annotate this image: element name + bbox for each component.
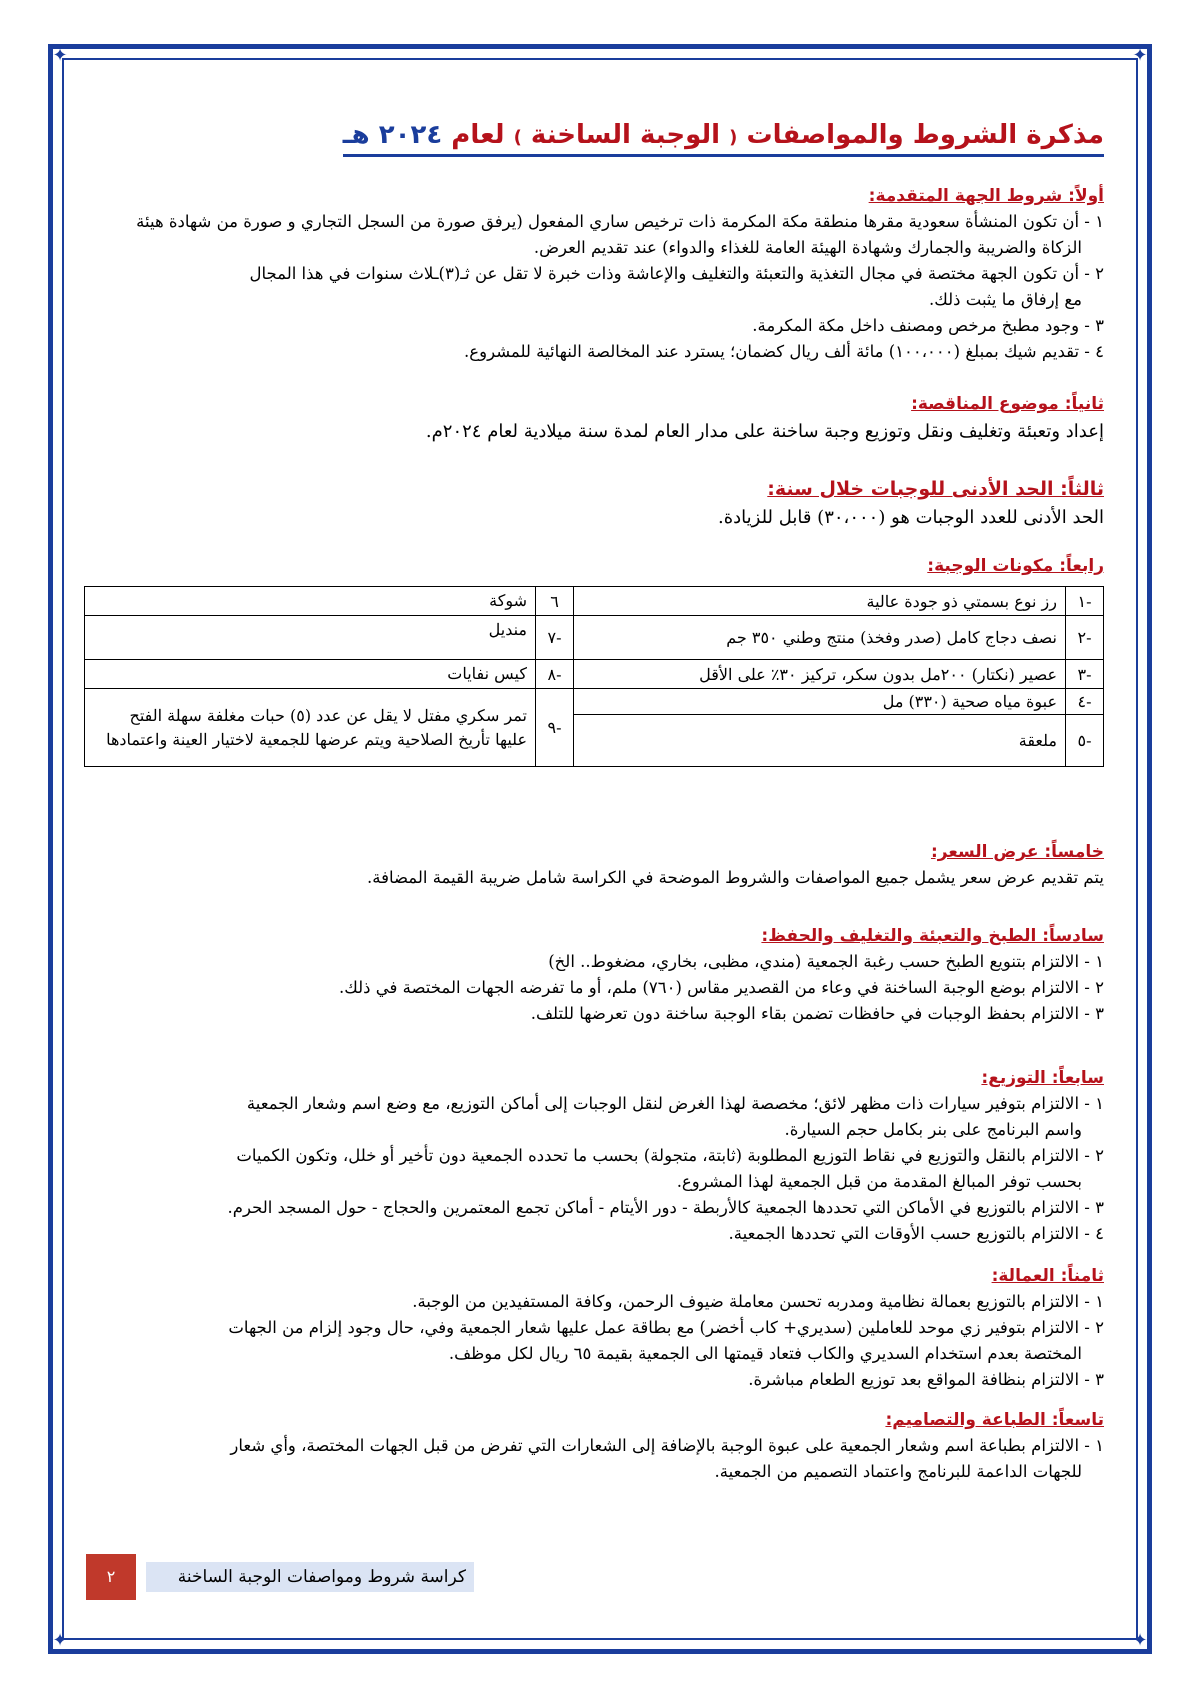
- list-item-line: ١ - الالتزام بطباعة اسم وشعار الجمعية على عبوة الوجبة بالإضافة إلى الشعارات التي تفرض من قبل الجهات المختصة، وأي شعار: [230, 1436, 1104, 1455]
- page-footer: [86, 1554, 476, 1600]
- title-highlight: الوجبة الساخنة: [530, 120, 721, 150]
- corner-ornament-icon: ✦: [1132, 45, 1148, 66]
- section-heading: خامساً: عرض السعر:: [930, 842, 1104, 862]
- footer-label: كراسة شروط ومواصفات الوجبة الساخنة: [146, 1562, 474, 1592]
- section-heading: تاسعاً: الطباعة والتصاميم:: [885, 1410, 1104, 1430]
- table-cell: -٤: [1066, 689, 1104, 715]
- table-row: [85, 587, 1104, 616]
- table-cell: عبوة مياه صحية (٣٣٠) مل: [574, 689, 1066, 715]
- section-price-offer: [84, 842, 1104, 891]
- list-item-line: ١ - الالتزام بتنويع الطبخ حسب رغبة الجمعية (مندي، مظبى، بخاري، مضغوط.. الخ): [548, 952, 1104, 971]
- list-item-line: ١ - أن تكون المنشأة سعودية مقرها منطقة مكة المكرمة ذات ترخيص ساري المفعول (يرفق صورة من السجل التجاري و صورة من شهادة هيئة: [136, 212, 1104, 231]
- section-tender-subject: [84, 394, 1104, 447]
- page-number: ٢: [86, 1554, 136, 1600]
- table-cell: رز نوع بسمتي ذو جودة عالية: [574, 587, 1066, 616]
- table-cell: تمر سكري مفتل لا يقل عن عدد (٥) حبات مغلفة سهلة الفتح عليها تأريخ الصلاحية ويتم عرضها للجمعية لاختيار العينة واعتمادها: [85, 689, 536, 767]
- section-text: يتم تقديم عرض سعر يشمل جميع المواصفات والشروط الموضحة في الكراسة شامل ضريبة القيمة المضافة.: [366, 868, 1104, 887]
- list-item-line: بحسب توفر المبالغ المقدمة من قبل الجمعية لهذا المشروع.: [676, 1172, 1082, 1191]
- section-heading: أولاً: شروط الجهة المتقدمة:: [868, 186, 1104, 206]
- section-heading: ثانياً: موضوع المناقصة:: [911, 394, 1104, 414]
- list-item-line: مع إرفاق ما يثبت ذلك.: [928, 290, 1082, 309]
- table-cell: منديل: [85, 616, 536, 660]
- list-item-line: للجهات الداعمة للبرنامج واعتماد التصميم من الجمعية.: [714, 1462, 1082, 1481]
- section-printing-design: [84, 1410, 1104, 1485]
- list-item-line: ٣ - الالتزام بالتوزيع في الأماكن التي تحددها الجمعية كالأربطة - دور الأيتام - أماكن تجمع المعتمرين والحجاج - حول المسجد الحرم.: [227, 1198, 1104, 1217]
- list-item-line: ١ - الالتزام بالتوزيع بعمالة نظامية ومدربه تحسن معاملة ضيوف الرحمن، وكافة المستفيدين من الوجبة.: [412, 1292, 1104, 1311]
- section-heading: سادساً: الطبخ والتعبئة والتغليف والحفظ:: [761, 926, 1104, 946]
- corner-ornament-icon: ✦: [52, 45, 68, 66]
- corner-ornament-icon: ✦: [1132, 1630, 1148, 1651]
- table-cell: عصير (نكتار) ٢٠٠مل بدون سكر، تركيز ٣٠٪ على الأقل: [574, 660, 1066, 689]
- section-meal-components: [84, 556, 1104, 579]
- table-row: [85, 689, 1104, 715]
- section-labor: [84, 1266, 1104, 1393]
- table-cell: -٣: [1066, 660, 1104, 689]
- list-item-line: الزكاة والضريبة والجمارك وشهادة الهيئة العامة للغذاء والدواء) عند تقديم العرض.: [533, 238, 1082, 257]
- section-text: إعداد وتعبئة وتغليف ونقل وتوزيع وجبة ساخنة على مدار العام لمدة سنة ميلادية لعام ٢٠٢٤م.: [425, 421, 1104, 442]
- title-open-paren: (: [729, 127, 738, 148]
- list-item-line: ٣ - وجود مطبخ مرخص ومصنف داخل مكة المكرمة.: [752, 316, 1104, 335]
- table-row: [85, 616, 1104, 660]
- table-row: [85, 660, 1104, 689]
- list-item-line: ٢ - أن تكون الجهة مختصة في مجال التغذية والتعبئة والتغليف والإعاشة وذات خبرة لا تقل عن ثـ(٣)ـلاث سنوات في هذا المجال: [249, 264, 1104, 283]
- list-item-line: ٣ - الالتزام بنظافة المواقع بعد توزيع الطعام مباشرة.: [748, 1370, 1104, 1389]
- list-item-line: ١ - الالتزام بتوفير سيارات ذات مظهر لائق؛ مخصصة لهذا الغرض لنقل الوجبات إلى أماكن التوزيع، مع وضع اسم وشعار الجمعية: [246, 1094, 1104, 1113]
- list-item-line: ٢ - الالتزام بتوفير زي موحد للعاملين (سديري+ كاب أخضر) مع بطاقة عمل عليها شعار الجمعية وفي، حال وجود إلزام من الجهات: [228, 1318, 1104, 1337]
- corner-ornament-icon: ✦: [52, 1630, 68, 1651]
- section-bidder-conditions: [84, 186, 1104, 365]
- table-cell: نصف دجاج كامل (صدر وفخذ) منتج وطني ٣٥٠ جم: [574, 616, 1066, 660]
- list-item-line: ٢ - الالتزام بوضع الوجبة الساخنة في وعاء من القصدير مقاس (٧٦٠) ملم، أو ما تفرضه الجهات المختصة في ذلك.: [338, 978, 1104, 997]
- section-heading: سابعاً: التوزيع:: [981, 1068, 1104, 1088]
- title-year: ٢٠٢٤ هـ: [342, 120, 443, 150]
- section-heading: ثالثاً: الحد الأدنى للوجبات خلال سنة:: [767, 478, 1104, 500]
- section-cooking-packaging: [84, 926, 1104, 1027]
- document-title: [343, 120, 1104, 157]
- table-cell: ملعقة: [574, 715, 1066, 767]
- title-close-paren: ): [513, 127, 522, 148]
- table-cell: -١: [1066, 587, 1104, 616]
- list-item-line: ٣ - الالتزام بحفظ الوجبات في حافظات تضمن بقاء الوجبة ساخنة دون تعرضها للتلف.: [530, 1004, 1104, 1023]
- table-cell: -٨: [536, 660, 574, 689]
- table-cell: ٦: [536, 587, 574, 616]
- section-distribution: [84, 1068, 1104, 1247]
- list-item-line: ٤ - الالتزام بالتوزيع حسب الأوقات التي تحددها الجمعية.: [728, 1224, 1104, 1243]
- title-part1: مذكرة الشروط والمواصفات: [746, 120, 1104, 150]
- table-cell: -٩: [536, 689, 574, 767]
- table-cell: -٧: [536, 616, 574, 660]
- table-cell: كيس نفايات: [85, 660, 536, 689]
- title-part2: لعام: [451, 120, 505, 150]
- table-cell: -٢: [1066, 616, 1104, 660]
- meal-components-table: [84, 586, 1104, 767]
- list-item-line: ٢ - الالتزام بالنقل والتوزيع في نقاط التوزيع المطلوبة (ثابتة، متجولة) بحسب ما تحدده الجمعية دون تأخير أو خلل، وتكون الكميات: [236, 1146, 1104, 1165]
- list-item-line: ٤ - تقديم شيك بمبلغ (١٠٠،٠٠٠) مائة ألف ريال كضمان؛ يسترد عند المخالصة النهائية للمشروع.: [464, 342, 1104, 361]
- table-cell: -٥: [1066, 715, 1104, 767]
- document-page: [84, 120, 1104, 1550]
- section-minimum-meals: [84, 478, 1104, 533]
- list-item-line: المختصة بعدم استخدام السديري والكاب فتعاد قيمتها الى الجمعية بقيمة ٦٥ ريال لكل موظف.: [448, 1344, 1082, 1363]
- list-item-line: واسم البرنامج على بنر بكامل حجم السيارة.: [784, 1120, 1082, 1139]
- table-cell: شوكة: [85, 587, 536, 616]
- section-text: الحد الأدنى للعدد الوجبات هو (٣٠،٠٠٠) قابل للزيادة.: [717, 507, 1104, 528]
- section-heading: ثامناً: العمالة:: [991, 1266, 1104, 1286]
- section-heading: رابعاً: مكونات الوجبة:: [927, 556, 1104, 576]
